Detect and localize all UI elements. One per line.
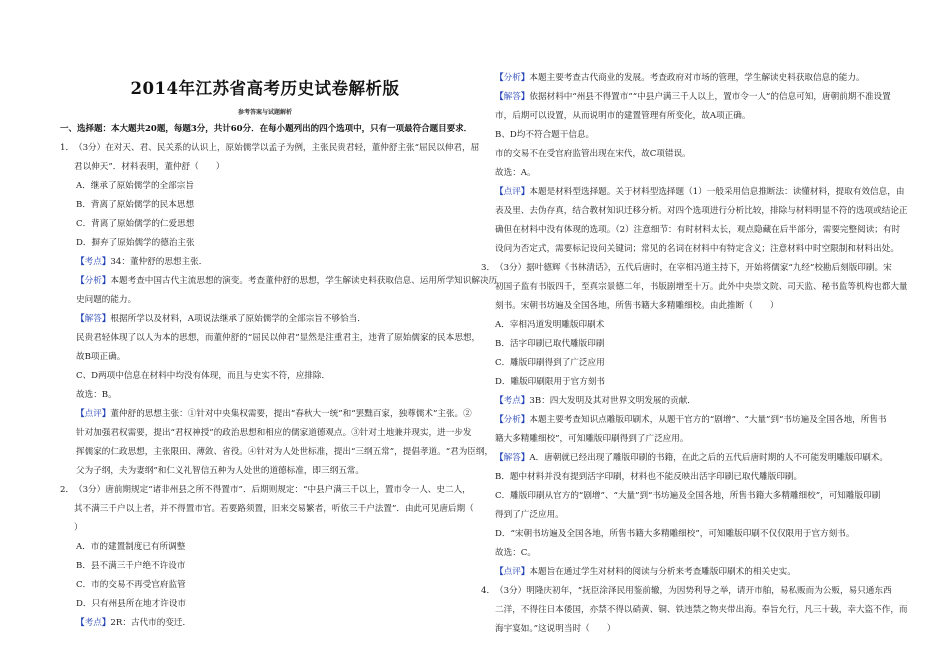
question-stem: 君以伸天”．材料表明，董仲舒（ ） [74, 162, 225, 172]
fenxi-label: 分析 [84, 276, 102, 286]
kaodian-block: 【考点】34：董仲舒的思想主张． [76, 257, 208, 267]
question-2-continued: 【分析】本题主要考查古代商业的发展。考查政府对市场的管理，学生解读史料获取信息的能力。 【解答】依据材料中“州县不得置市”“中县户满三千人以上，置市令一人”的信息可知，唐朝前期不准设置 市，后期可以设置，从而说明市的建置管理有所变化，故A项正确。 B、D均不符合题干信息。 市的交易不在受官府监管出现在宋代，故C项错误。 故选：A。 【点评】本题是材料型选择题。关于材料型选择题（1）一般采用信息推断法：读懂材料，提取有效信息，由 表及里、去伪存真，结合教材知识迁移分析。对四个选项进行分析比较，排除与材料明显不符的选项或结论正 确但在材料中没有体现的选项。（2）注意细节：有时材料太长，观点隐藏在后半部分，需要完整阅读；有时 设问为否定式，需要标记设问关键词；常见的名词在材料中有特定含义；注意材料中时空限制和材料出处。 [495, 69, 905, 259]
kaodian-label: 考点 [84, 618, 102, 628]
option-d: D．只有州县所在地才许设市 [76, 599, 187, 609]
fenxi-block: 【分析】本题主要考查知识点雕版印刷术，从题干官方的“剧增”、“大量”到“书坊遍及全国各地，所售书 [495, 415, 887, 425]
right-column: 【分析】本题主要考查古代商业的发展。考查政府对市场的管理，学生解读史料获取信息的能力。 【解答】依据材料中“州县不得置市”“中县户满三千人以上，置市令一人”的信息可知，唐朝前期不准设置 市，后期可以设置，从而说明市的建置管理有所变化，故A项正确。 B、D均不符合题干信息。 市的交易不在受官府监管出现在宋代，故C项错误。 故选：A。 【点评】本题是材料型选择题。关于材料型选择题（1）一般采用信息推断法：读懂材料，提取有效信息，由 表及里、去伪存真，结合教材知识迁移分析。对四个选项进行分析比较，排除与材料明显不符的选项或结论正 确但在材料中没有体现的选项。（2）注意细节：有时材料太长，观点隐藏在后半部分，需要完整阅读；有时 设问为否定式，需要标记设问关键词；常见的名词在材料中有特定含义；注意材料中时空限制和材料出处。 3．（3分）据叶德辉《书林清话》，五代后唐时，在宰相冯道主持下，开始将儒家“九经”校勘后刻版印刷。宋 初国子监有书版四千，至真宗景德二年，书版剧增至十万。此外中央崇文院、司天监、秘书监等机构也都大量 刻书。宋朝书坊遍及全国各地，所售书籍大多精雕细校。由此推断（ ） A．宰相冯道发明雕版印刷术 B．活字印刷已取代雕版印刷 C．雕版印刷得到了广泛应用 D．雕版印刷限用于官方刻书 【考点】3B：四大发明及其对世界文明发展的贡献． 【分析】本题主要考查知识点雕版印刷术，从题干官方的“剧增”、“大量”到“书坊遍及全国各地，所售书 籍大多精雕细校”，可知雕版印刷得到了广泛应用。 【解答】A．唐朝就已经出现了雕版印刷的书籍，在此之后的五代后唐时期的人不可能发明雕版印刷术。 B．题中材料并没有提到活字印刷，材料也不能反映出活字印刷已取代雕版印刷。 C．雕版印刷从官方的“剧增”、“大量”到“书坊遍及全国各地，所售书籍大多精雕细校”，可知雕版印刷 得到了广泛应用。 D．“宋朝书坊遍及全国各地，所售书籍大多精雕细校”，可知雕版印刷不仅仅限用于官方刻书。 故选：C。 【点评】本题旨在通过学生对材料的阅读与分析来考查雕版印刷术的相关史实。 4．（3分）明隆庆初年，“抚臣涂泽民用鉴前辙，为因势利导之举，请开市舶，易私贩而为公贩，易只通东西 二洋，不得往日本倭国，亦禁不得以硝黄、铜、铁违禁之物夹带出海。奉旨允行，凡三十载，幸大盗不作，而 海宇宴如。”这说明当时（ ） [495, 69, 905, 639]
dianping-label: 点评 [84, 409, 102, 419]
dianping-label: 点评 [503, 567, 521, 577]
jieda-label: 解答 [503, 92, 521, 102]
question-3: 3．（3分）据叶德辉《书林清话》，五代后唐时，在宰相冯道主持下，开始将儒家“九经”校勘后刻版印刷。宋 初国子监有书版四千，至真宗景德二年，书版剧增至十万。此外中央崇文院、司天监、秘书监等机构也都大量 刻书。宋朝书坊遍及全国各地，所售书籍大多精雕细校。由此推断（ ） [481, 259, 905, 316]
kaodian-label: 考点 [503, 396, 521, 406]
fenxi-block: 【分析】本题主要考查古代商业的发展。考查政府对市场的管理，学生解读史料获取信息的能力。 [495, 73, 865, 83]
dianping-block: 【点评】本题旨在通过学生对材料的阅读与分析来考查雕版印刷术的相关史实。 [495, 567, 796, 577]
question-number: 4． [481, 586, 496, 596]
answer: 故选：A。 [495, 168, 536, 178]
option-a: A．宰相冯道发明雕版印刷术 [495, 320, 605, 330]
option-d: D．摒弃了原始儒学的德治主张 [76, 238, 195, 248]
question-stem: （3分）在对天、君、民关系的认识上，原始儒学以孟子为例，主张民贵君轻，董仲舒主张“屈民以伸君，屈 [74, 143, 480, 153]
option-c: C．背离了原始儒学的仁爱思想 [76, 219, 195, 229]
kaodian-label: 考点 [84, 257, 102, 267]
fenxi-label: 分析 [503, 415, 521, 425]
kaodian-block: 【考点】3B：四大发明及其对世界文明发展的贡献． [495, 396, 696, 406]
dianping-block: 【点评】董仲舒的思想主张：①针对中央集权需要，提出“春秋大一统”和“罢黜百家，独尊儒术”主张。② [76, 409, 472, 419]
option-d: D．雕版印刷限用于官方刻书 [495, 377, 606, 387]
question-stem: （3分）据叶德辉《书林清话》，五代后唐时，在宰相冯道主持下，开始将儒家“九经”校勘后刻版印刷。宋 [495, 263, 892, 273]
document-title: 2014年江苏省高考历史试卷解析版 [130, 79, 400, 98]
question-stem: （3分）明隆庆初年，“抚臣涂泽民用鉴前辙，为因势利导之举，请开市舶，易私贩而为公贩，易只通东西 [495, 586, 892, 596]
jieda-block: 【解答】依据材料中“州县不得置市”“中县户满三千人以上，置市令一人”的信息可知，唐朝前期不准设置 [495, 92, 891, 102]
left-column [60, 139, 498, 633]
answer: 故选：B。 [76, 390, 117, 400]
option-c: C．市的交易不再受官府监管 [76, 580, 186, 590]
document-subtitle: 参考答案与试题解析 [237, 109, 292, 116]
jieda-block: 【解答】A．唐朝就已经出现了雕版印刷的书籍，在此之后的五代后唐时期的人不可能发明雕版印刷术。 [495, 453, 888, 463]
fenxi-label: 分析 [503, 73, 521, 83]
question-number: 3． [481, 263, 496, 273]
jieda-block: 【解答】根据所学以及材料，A项说法继承了原始儒学的全部宗旨不够恰当． [76, 314, 366, 324]
option-c: C．雕版印刷得到了广泛应用 [495, 358, 605, 368]
question-2: 2．（3分）唐前期规定“诸非州县之所不得置市”．后期则规定：“中县户满三千以上，置市令一人、史二人， 其不满三千户以上者，并不得置市官。若要路须置，旧来交易繁者，听依三千户法置”．由此可见唐后期（ ） A．市的建置制度已有所调整 B．县不满三千户绝不许设市 C．市的交易不再受官府监管 D．只有州县所在地才许设市 【考点】2R：古代市的变迁． [60, 481, 470, 633]
option-b: B．县不满三千户绝不许设市 [76, 561, 186, 571]
option-b: B．背离了原始儒学的民本思想 [76, 200, 195, 210]
option-a: A．继承了原始儒学的全部宗旨 [76, 181, 194, 191]
dianping-block: 【点评】本题是材料型选择题。关于材料型选择题（1）一般采用信息推断法：读懂材料，提取有效信息，由 [495, 187, 905, 197]
kaodian-block: 【考点】2R：古代市的变迁． [76, 618, 192, 628]
answer: 故选：C。 [495, 548, 536, 558]
option-b: B．活字印刷已取代雕版印刷 [495, 339, 605, 349]
question-4: 4．（3分）明隆庆初年，“抚臣涂泽民用鉴前辙，为因势利导之举，请开市舶，易私贩而为公贩，易只通东西 二洋，不得往日本倭国，亦禁不得以硝黄、铜、铁违禁之物夹带出海。奉旨允行，凡三十载，幸大盗不作，而 海宇宴如。”这说明当时（ ） [481, 582, 905, 639]
question-stem: （3分）唐前期规定“诸非州县之所不得置市”．后期则规定：“中县户满三千以上，置市令一人、史二人， [74, 485, 471, 495]
jieda-label: 解答 [503, 453, 521, 463]
question-number: 2． [60, 485, 75, 495]
jieda-label: 解答 [84, 314, 102, 324]
question-number: 1． [60, 143, 75, 153]
section-heading: 一、选择题：本大题共20题，每题3分，共计60分．在每小题列出的四个选项中，只有一项最符合题目要求． [60, 124, 473, 134]
dianping-label: 点评 [503, 187, 521, 197]
question-1: 1．（3分）在对天、君、民关系的认识上，原始儒学以孟子为例，主张民贵君轻，董仲舒主张“屈民以伸君，屈 君以伸天”．材料表明，董仲舒（ ） A．继承了原始儒学的全部宗旨 B．背离了原始儒学的民本思想 C．背离了原始儒学的仁爱思想 D．摒弃了原始儒学的德治主张 【考点】34：董仲舒的思想主张． 【分析】本题考查中国古代主流思想的演变。考查董仲舒的思想，学生解读史料获取信息、运用所学知识解决历 史问题的能力。 【解答】根据所学以及材料，A项说法继承了原始儒学的全部宗旨不够恰当． 民贵君轻体现了以人为本的思想，而董仲舒的“屈民以伸君”显然是注重君主，违背了原始儒家的民本思想， 故B项正确。 C、D两项中信息在材料中均没有体现，而且与史实不符，应排除． 故选：B。 【点评】董仲舒的思想主张：①针对中央集权需要，提出“春秋大一统”和“罢黜百家，独尊儒术”主张。② 针对加强君权需要，提出“君权神授”的政治思想和相应的儒家道德观点。③针对土地兼并现实，进一步发 挥儒家的仁政思想，主张限田、薄敛、省役。④针对为人处世标准，提出“三纲五常”，提倡孝道。“君为臣纲， 父为子纲，夫为妻纲”和仁义礼智信五种为人处世的道德标准，即三纲五常。 [60, 139, 470, 481]
option-a: A．市的建置制度已有所调整 [76, 542, 186, 552]
fenxi-block: 【分析】本题考查中国古代主流思想的演变。考查董仲舒的思想，学生解读史料获取信息、运用所学知识解决历 [76, 276, 498, 286]
